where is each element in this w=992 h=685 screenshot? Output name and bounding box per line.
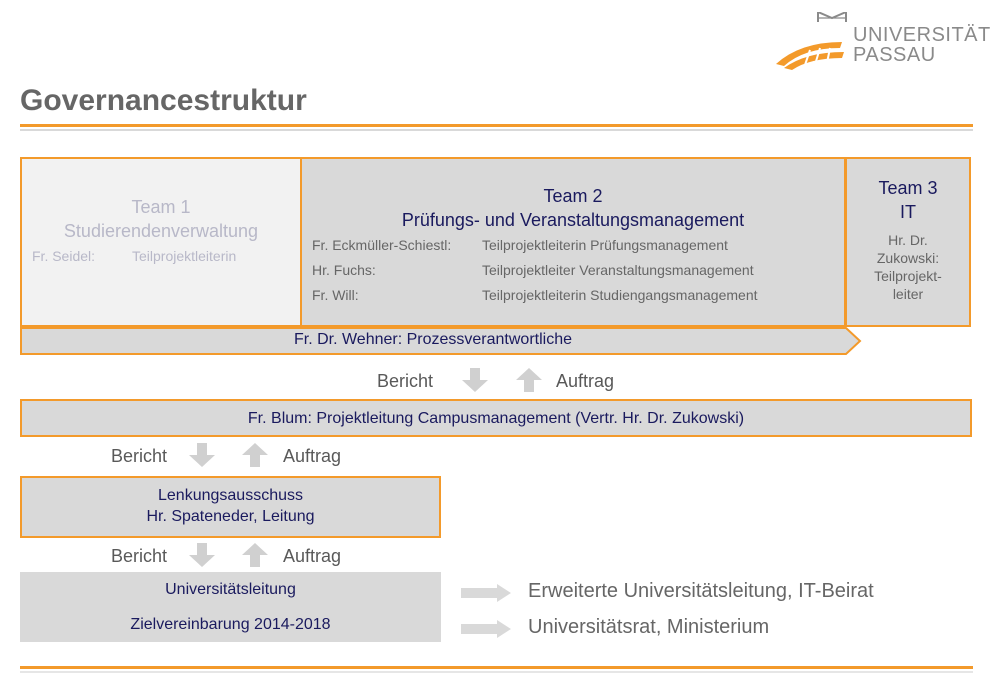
footer-divider bbox=[20, 666, 973, 669]
steering-committee-box bbox=[20, 476, 441, 538]
report-label: Bericht bbox=[111, 446, 168, 466]
team2-member-name: Hr. Fuchs: bbox=[312, 262, 376, 278]
order-label: Auftrag bbox=[556, 371, 615, 391]
team2-subtitle: Prüfungs- und Veranstaltungsmanagement bbox=[401, 210, 745, 230]
order-label: Auftrag bbox=[283, 546, 342, 566]
team1-member: Fr. Seidel: bbox=[32, 248, 96, 264]
footer-divider-shadow bbox=[20, 671, 973, 673]
down-arrow-icon bbox=[189, 543, 215, 567]
extended-leadership-label: Erweiterte Universitätsleitung, IT-Beirat bbox=[528, 580, 874, 602]
target-agreement-label: Zielvereinbarung 2014-2018 bbox=[130, 616, 331, 633]
title-divider-shadow bbox=[20, 129, 973, 131]
university-logo bbox=[770, 10, 991, 72]
team2-member-name: Fr. Will: bbox=[312, 287, 359, 303]
team2-member-role: Teilprojektleiterin Studiengangsmanagement bbox=[482, 287, 758, 303]
right-arrow-icon bbox=[461, 620, 511, 638]
project-lead-label: Fr. Blum: Projektleitung Campusmanagement (Vertr. Hr. Dr. Zukowski) bbox=[247, 410, 745, 427]
down-arrow-icon bbox=[189, 443, 215, 467]
team1-box bbox=[20, 157, 302, 327]
steering-committee-title: Lenkungsausschuss bbox=[158, 487, 303, 504]
university-leadership-box bbox=[20, 572, 441, 642]
up-arrow-icon bbox=[242, 543, 268, 567]
team3-lead-line: Zukowski: bbox=[876, 250, 940, 266]
up-arrow-icon bbox=[242, 443, 268, 467]
team3-subtitle: IT bbox=[900, 202, 916, 222]
team3-lead-line: Hr. Dr. bbox=[888, 232, 928, 248]
logo-text-line1: UNIVERSITÄT bbox=[853, 24, 991, 46]
logo-text-line2: PASSAU bbox=[853, 44, 936, 66]
team2-box bbox=[300, 157, 846, 327]
team3-title: Team 3 bbox=[878, 178, 938, 198]
council-label: Universitätsrat, Ministerium bbox=[528, 616, 770, 638]
team3-lead-line: leiter bbox=[892, 286, 924, 302]
team1-role: Teilprojektleiterin bbox=[132, 248, 237, 264]
report-label: Bericht bbox=[111, 546, 168, 566]
down-arrow-icon bbox=[462, 368, 488, 392]
project-lead-box bbox=[20, 399, 972, 437]
team2-title: Team 2 bbox=[543, 186, 603, 206]
order-label: Auftrag bbox=[283, 446, 342, 466]
team1-subtitle: Studierendenverwaltung bbox=[63, 221, 259, 241]
team1-title: Team 1 bbox=[131, 197, 191, 217]
up-arrow-icon bbox=[516, 368, 542, 392]
team2-member-role: Teilprojektleiterin Prüfungsmanagement bbox=[482, 237, 728, 253]
title-divider bbox=[20, 124, 973, 127]
team2-member-name: Fr. Eckmüller-Schiestl: bbox=[312, 237, 452, 253]
team3-lead-line: Teilprojekt- bbox=[874, 268, 942, 284]
team2-member-role: Teilprojektleiter Veranstaltungsmanagement bbox=[482, 262, 754, 278]
logo-mark-icon bbox=[770, 12, 860, 70]
university-leadership-label: Universitätsleitung bbox=[165, 581, 296, 598]
report-label: Bericht bbox=[377, 371, 434, 391]
right-arrow-icon bbox=[461, 584, 511, 602]
page-title: Governancestruktur bbox=[20, 84, 307, 117]
steering-committee-lead: Hr. Spateneder, Leitung bbox=[146, 508, 315, 525]
process-owner-label: Fr. Dr. Wehner: Prozessverantwortliche bbox=[293, 331, 573, 348]
team3-box bbox=[845, 157, 971, 327]
